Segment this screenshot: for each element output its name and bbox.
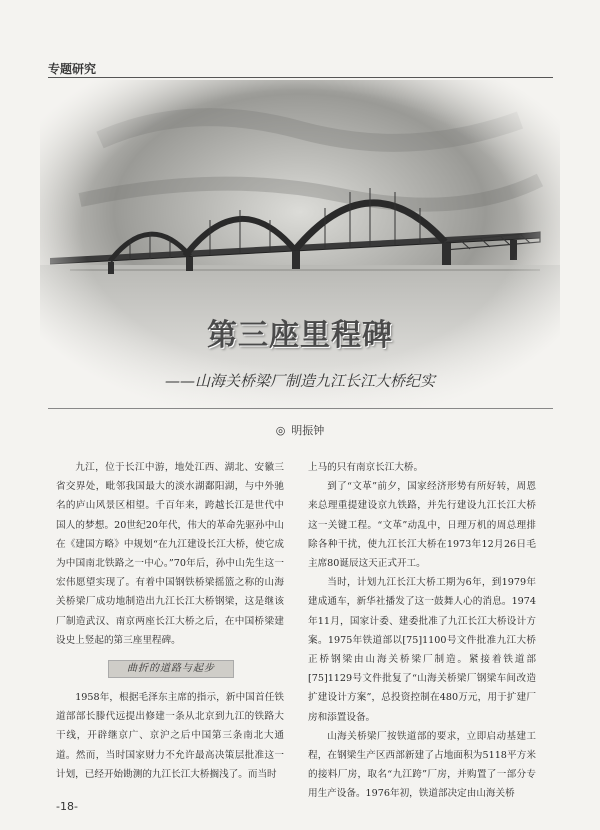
- paragraph: 上马的只有南京长江大桥。: [308, 462, 424, 473]
- right-column: [308, 458, 536, 804]
- paragraph: 当时，计划九江长江大桥工期为6年，到1979年建成通车，新华社播发了这一鼓舞人心的消息。1974年11月，国家计委、建委批准了九江长江大桥设计方案。1975年铁道部以[75]1100号文件批准九江大桥正桥钢梁由山海关桥梁厂制造。紧接着铁道部[75]1129号文件批复了“山海关桥梁厂钢梁车间改造扩建设计方案”，总投资控制在480万元，用于扩建厂房和添置设备。: [308, 577, 536, 723]
- section-tag: 专题研究: [48, 62, 97, 76]
- paragraph: 九江，位于长江中游，地处江西、湖北、安徽三省交界处，毗邻我国最大的淡水湖鄱阳湖，与中外驰名的庐山风景区相望。千百年来，跨越长江是世代中国人的梦想。20世纪20年代，伟大的革命先驱孙中山在《建国方略》中规划“在九江建设长江大桥，使它成为中国南北铁路之一中心。”70年后，孙中山先生这一宏伟愿望实现了。有着中国钢铁桥梁摇篮之称的山海关桥梁厂成功地制造出九江长江大桥钢梁，这是继该厂制造武汉、南京两座长江大桥之后，在中国桥梁建设史上竖起的第三座里程碑。: [56, 462, 284, 646]
- author-mark-icon: ◎: [275, 424, 286, 437]
- paragraph: 1958年，根据毛泽东主席的指示，新中国首任铁道部部长滕代远提出修建一条从北京到九江的铁路大干线，开辟继京广、京沪之后中国第三条南北大通道。然而，当时国家财力不允许最高决策层批准这一计划，已经开始勘测的九江长江大桥搁浅了。而当时: [56, 692, 284, 780]
- paragraph: 到了“文革”前夕，国家经济形势有所好转，周恩来总理重提建设京九铁路，并先行建设九江长江大桥这一关键工程。“文革”动乱中，日理万机的周总理排除各种干扰，使九江长江大桥在1973年12月26日毛主席80诞辰这天正式开工。: [308, 481, 536, 570]
- author-name: 明振钟: [291, 424, 325, 437]
- bridge-photo: [40, 80, 560, 410]
- article-title: 第三座里程碑: [207, 318, 393, 353]
- page-number: -18-: [56, 800, 78, 813]
- header-rule: [48, 77, 553, 78]
- left-column: [56, 458, 284, 784]
- author-line: [0, 422, 600, 438]
- article-subtitle: ——山海关桥梁厂制造九江长江大桥纪实: [164, 372, 435, 390]
- section-subheading: 曲折的道路与起步: [108, 660, 234, 678]
- title-rule: [48, 408, 553, 409]
- paragraph: 山海关桥梁厂按铁道部的要求，立即启动基建工程，在钢梁生产区西部新建了占地面积为5118平方米的接料厂房，取名“九江跨”厂房，并购置了一部分专用生产设备。1976年初，铁道部决定由山海关桥: [308, 730, 536, 800]
